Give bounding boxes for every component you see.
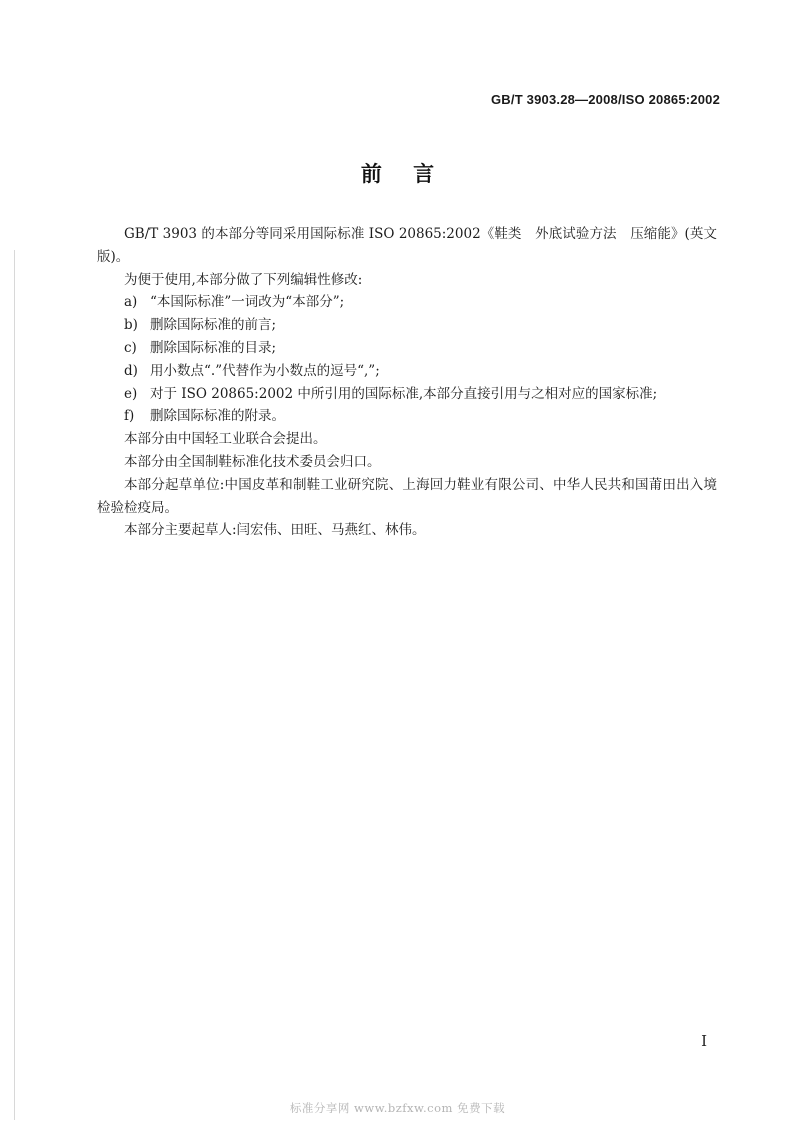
title-char-1: 前 (360, 162, 382, 186)
page-number: I (701, 1032, 707, 1050)
drafting-units-paragraph: 本部分起草单位:中国皮革和制鞋工业研究院、上海回力鞋业有限公司、中华人民共和国莆田出入境检验检疫局。 (97, 476, 717, 516)
proposer-paragraph: 本部分由中国轻工业联合会提出。 (124, 431, 327, 448)
list-item-text: “本国际标准”一词改为“本部分”; (150, 294, 345, 311)
list-item (97, 383, 717, 406)
foreword-body (97, 223, 717, 542)
committee-paragraph: 本部分由全国制鞋标准化技术委员会归口。 (124, 453, 381, 470)
list-item (97, 337, 717, 360)
title-char-2: 言 (413, 162, 435, 186)
list-item-label: a) (124, 294, 138, 311)
footer-watermark: 标准分享网 www.bzfxw.com 免费下载 (289, 1101, 506, 1115)
list-item-text: 删除国际标准的目录; (150, 339, 277, 356)
page-title (0, 158, 795, 188)
list-item (97, 405, 717, 428)
adoption-paragraph: GB/T 3903 的本部分等同采用国际标准 ISO 20865:2002《鞋类 外底试验方法 压缩能》(英文版)。 (97, 226, 717, 265)
list-item-text: 删除国际标准的附录。 (150, 408, 285, 425)
standard-code: GB/T 3903.28—2008/ISO 20865:2002 (491, 92, 720, 107)
list-item-label: e) (124, 385, 138, 402)
scan-edge-line (14, 250, 15, 1120)
list-item-label: c) (124, 339, 137, 356)
list-item-text: 对于 ISO 20865:2002 中所引用的国际标准,本部分直接引用与之相对应的国家标准; (150, 385, 658, 402)
list-item-label: f) (124, 408, 135, 425)
list-item-label: b) (124, 317, 138, 334)
modification-intro: 为便于使用,本部分做了下列编辑性修改: (124, 271, 363, 288)
list-item-text: 用小数点“.”代替作为小数点的逗号“,”; (150, 362, 380, 379)
list-item (97, 360, 717, 383)
list-item (97, 314, 717, 337)
list-item-label: d) (124, 362, 138, 379)
list-item (97, 291, 717, 314)
list-item-text: 删除国际标准的前言; (150, 317, 277, 334)
drafters-paragraph: 本部分主要起草人:闫宏伟、田旺、马燕红、林伟。 (124, 522, 426, 539)
